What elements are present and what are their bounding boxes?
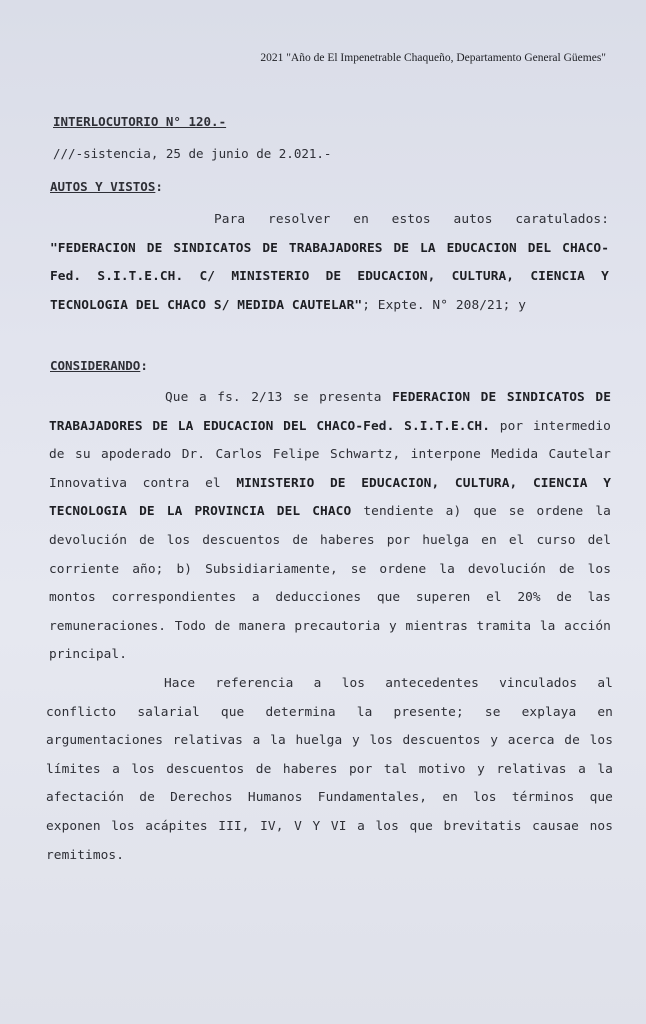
considerando-heading (50, 358, 148, 373)
autos-lead-text: Para resolver en estos autos caratulados: (214, 212, 609, 227)
autos-y-vistos-heading (50, 179, 163, 194)
place-date-line: ///-sistencia, 25 de junio de 2.021.- (53, 146, 332, 161)
autos-paragraph (50, 206, 609, 320)
considerando-paragraph-2 (46, 670, 613, 870)
para2-text: Hace referencia a los antecedentes vinculados al conflicto salarial que determina la presente; se explaya en argumentaciones relativas a la huelga y los descuentos y acerca de los límites a los descuentos de haberes por tal motivo y relativas a la afectación de Derechos Humanos Fundamentales, en los términos que exponen los acápites III, IV, V Y VI a los que brevitatis causae nos remitimos. (46, 676, 613, 863)
considerando-heading-text: CONSIDERANDO (50, 358, 141, 373)
case-caption: "FEDERACION DE SINDICATOS DE TRABAJADORES DE LA EDUCACION DEL CHACO-Fed. S.I.T.E.CH. C/ MINISTERIO DE EDUCACION, CULTURA, CIENCIA Y TECNOLOGIA DEL CHACO S/ MEDIDA CAUTELAR" (50, 240, 609, 313)
para1-text-3: tendiente a) que se ordene la devolución de los descuentos de haberes por huelga en el curso del corriente año; b) Subsidiariamente, se ordene la devolución de los montos correspondientes a deducciones que superen el 20% de las remuneraciones. Todo de manera precautoria y mientras tramita la acción principal. (49, 504, 611, 663)
header-motto: 2021 "Año de El Impenetrable Chaqueño, Departamento General Güemes" (260, 52, 606, 64)
para1-text-2: por intermedio de su apoderado Dr. Carlos Felipe Schwartz, interpone Medida Cautelar Innovativa contra el (49, 418, 611, 491)
para1-text-1: Que a fs. 2/13 se presenta (165, 390, 393, 405)
para1-defendant: MINISTERIO DE EDUCACION, CULTURA, CIENCIA Y TECNOLOGIA DE LA PROVINCIA DEL CHACO (49, 475, 611, 520)
autos-heading-colon: : (155, 179, 163, 194)
expediente-text: ; Expte. N° 208/21; y (362, 297, 527, 313)
para1-plaintiff: FEDERACION DE SINDICATOS DE TRABAJADORES DE LA EDUCACION DEL CHACO-Fed. S.I.T.E.CH. (49, 390, 611, 434)
document-title: INTERLOCUTORIO N° 120.- (53, 114, 227, 129)
autos-heading-text: AUTOS Y VISTOS (50, 179, 156, 194)
considerando-heading-colon: : (140, 358, 148, 373)
considerando-paragraph-1 (49, 384, 611, 670)
